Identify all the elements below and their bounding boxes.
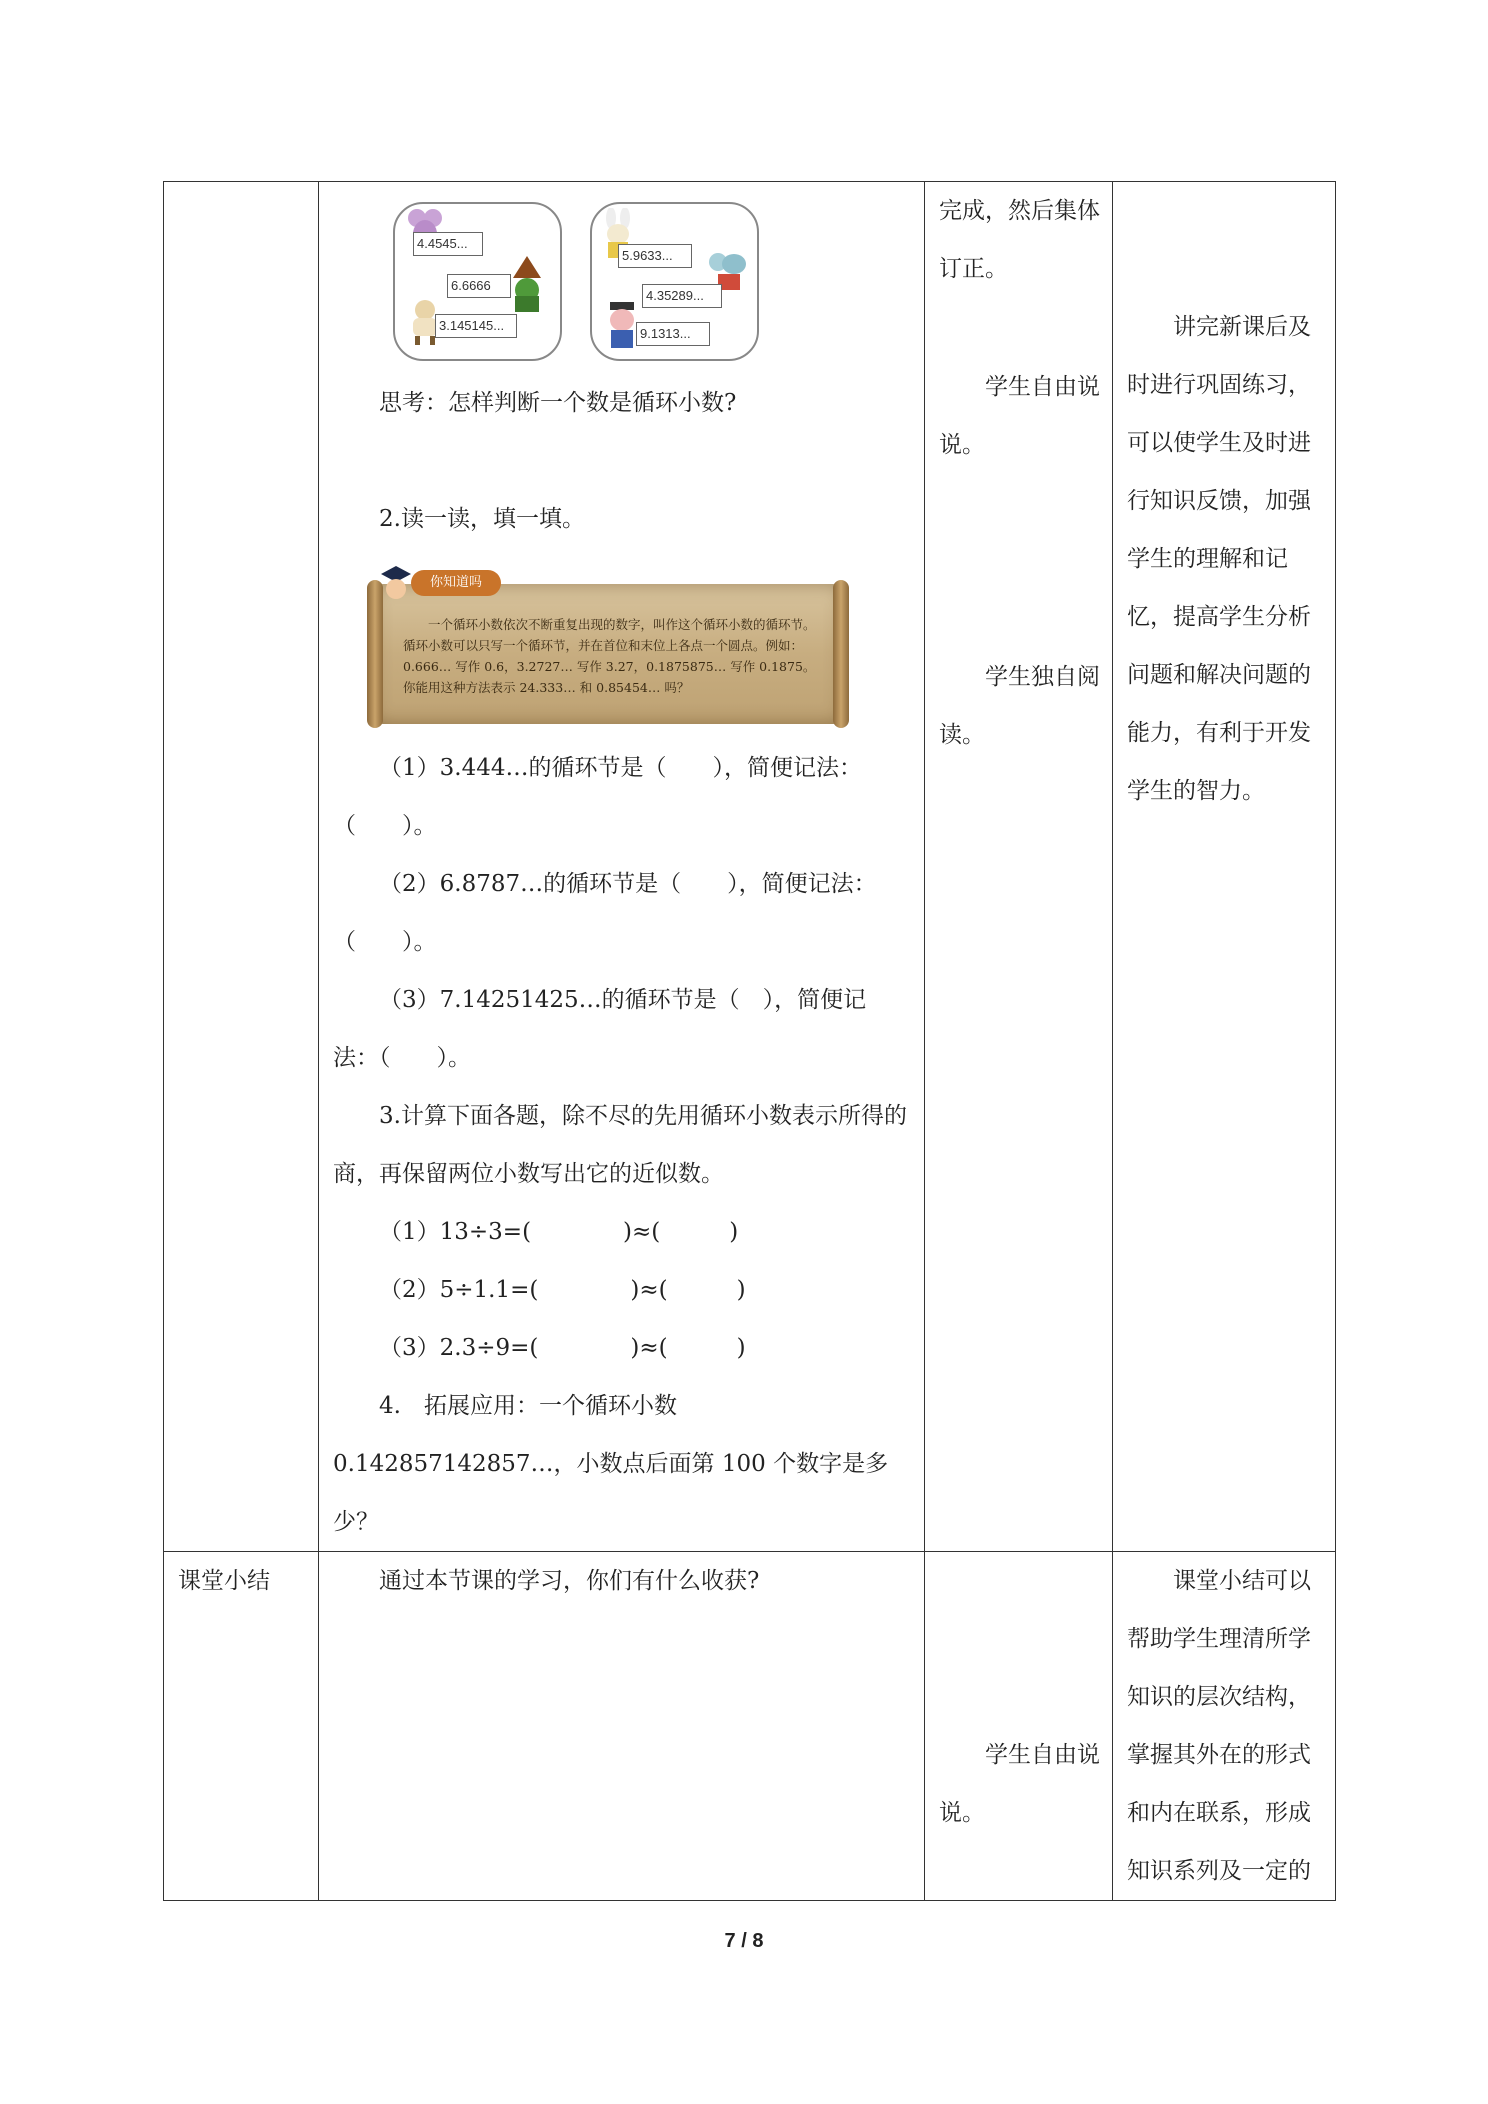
question-2-item: （3）7.14251425…的循环节是（ ），简便记法：（ ）。 <box>333 987 867 1071</box>
student-activity-cell <box>925 1552 1113 1901</box>
student-activity-cell <box>925 182 1113 1552</box>
banner-tag: 你知道吗 <box>411 570 501 596</box>
scroll-roll-right <box>833 580 849 728</box>
summary-question: 通过本节课的学习，你们有什么收获? <box>379 1568 760 1594</box>
number-box: 4.4545... <box>413 232 483 256</box>
summary-row <box>164 1552 1336 1901</box>
student-activity-text: 学生自由说说。 <box>939 374 1100 458</box>
page-number: 7 / 8 <box>724 1930 764 1952</box>
design-intent-cell <box>1113 182 1336 1552</box>
picture-card-left <box>393 202 562 361</box>
student-activity-text: 学生独自阅读。 <box>939 664 1100 748</box>
question-3-item: （1）13÷3=( )≈( ) <box>379 1219 739 1245</box>
picture-card-right <box>590 202 759 361</box>
row-label-cell <box>164 1552 319 1901</box>
doctor-hat-icon <box>379 562 413 602</box>
question-3-item: （3）2.3÷9=( )≈( ) <box>379 1335 746 1361</box>
number-box: 6.6666 <box>447 274 511 298</box>
question-2-title: 2.读一读，填一填。 <box>379 506 585 532</box>
banner-text: 一个循环小数依次不断重复出现的数字，叫作这个循环小数的循环节。循环小数可以只写一个循环节，并在首位和末位上各点一个圆点。例如：0.666… 写作 0.6，3.2727… 写作 3.27，0.1875875… 写作 0.1875。你能用这种方法表示 24.333… 和 0.85454… 吗？ <box>403 617 816 695</box>
did-you-know-banner <box>373 562 843 727</box>
teaching-content-cell <box>319 1552 925 1901</box>
scroll-roll-left <box>367 580 383 728</box>
number-box: 4.35289... <box>642 284 722 308</box>
recurring-decimal-pictures <box>333 182 912 362</box>
row-label-cell <box>164 182 319 1552</box>
question-3-title: 3.计算下面各题，除不尽的先用循环小数表示所得的商，再保留两位小数写出它的近似数。 <box>333 1103 907 1187</box>
question-3-item: （2）5÷1.1=( )≈( ) <box>379 1277 746 1303</box>
question-4: 4. 拓展应用：一个循环小数 0.142857142857…，小数点后面第 100 个数字是多少？ <box>333 1393 889 1535</box>
row-label: 课堂小结 <box>178 1568 270 1594</box>
practice-row <box>164 182 1336 1552</box>
design-intent-text: 讲完新课后及时进行巩固练习，可以使学生及时进行知识反馈，加强学生的理解和记忆，提高学生分析问题和解决问题的能力，有利于开发学生的智力。 <box>1127 314 1311 804</box>
question-2-item: （2）6.8787…的循环节是（ ），简便记法：（ ）。 <box>333 871 877 955</box>
student-activity-text: 学生自由说说。 <box>939 1742 1100 1826</box>
design-intent-text: 课堂小结可以帮助学生理清所学知识的层次结构，掌握其外在的形式和内在联系，形成知识系列及一定的 <box>1127 1568 1311 1884</box>
think-question: 思考：怎样判断一个数是循环小数? <box>379 390 737 416</box>
teaching-content-cell <box>319 182 925 1552</box>
student-activity-text: 完成，然后集体订正。 <box>939 198 1100 282</box>
lesson-table <box>163 181 1336 1901</box>
number-box: 9.1313... <box>636 322 710 346</box>
design-intent-cell <box>1113 1552 1336 1901</box>
number-box: 3.145145... <box>435 314 517 338</box>
question-2-item: （1）3.444…的循环节是（ ），简便记法：（ ）。 <box>333 755 862 839</box>
number-box: 5.9633... <box>618 244 692 268</box>
